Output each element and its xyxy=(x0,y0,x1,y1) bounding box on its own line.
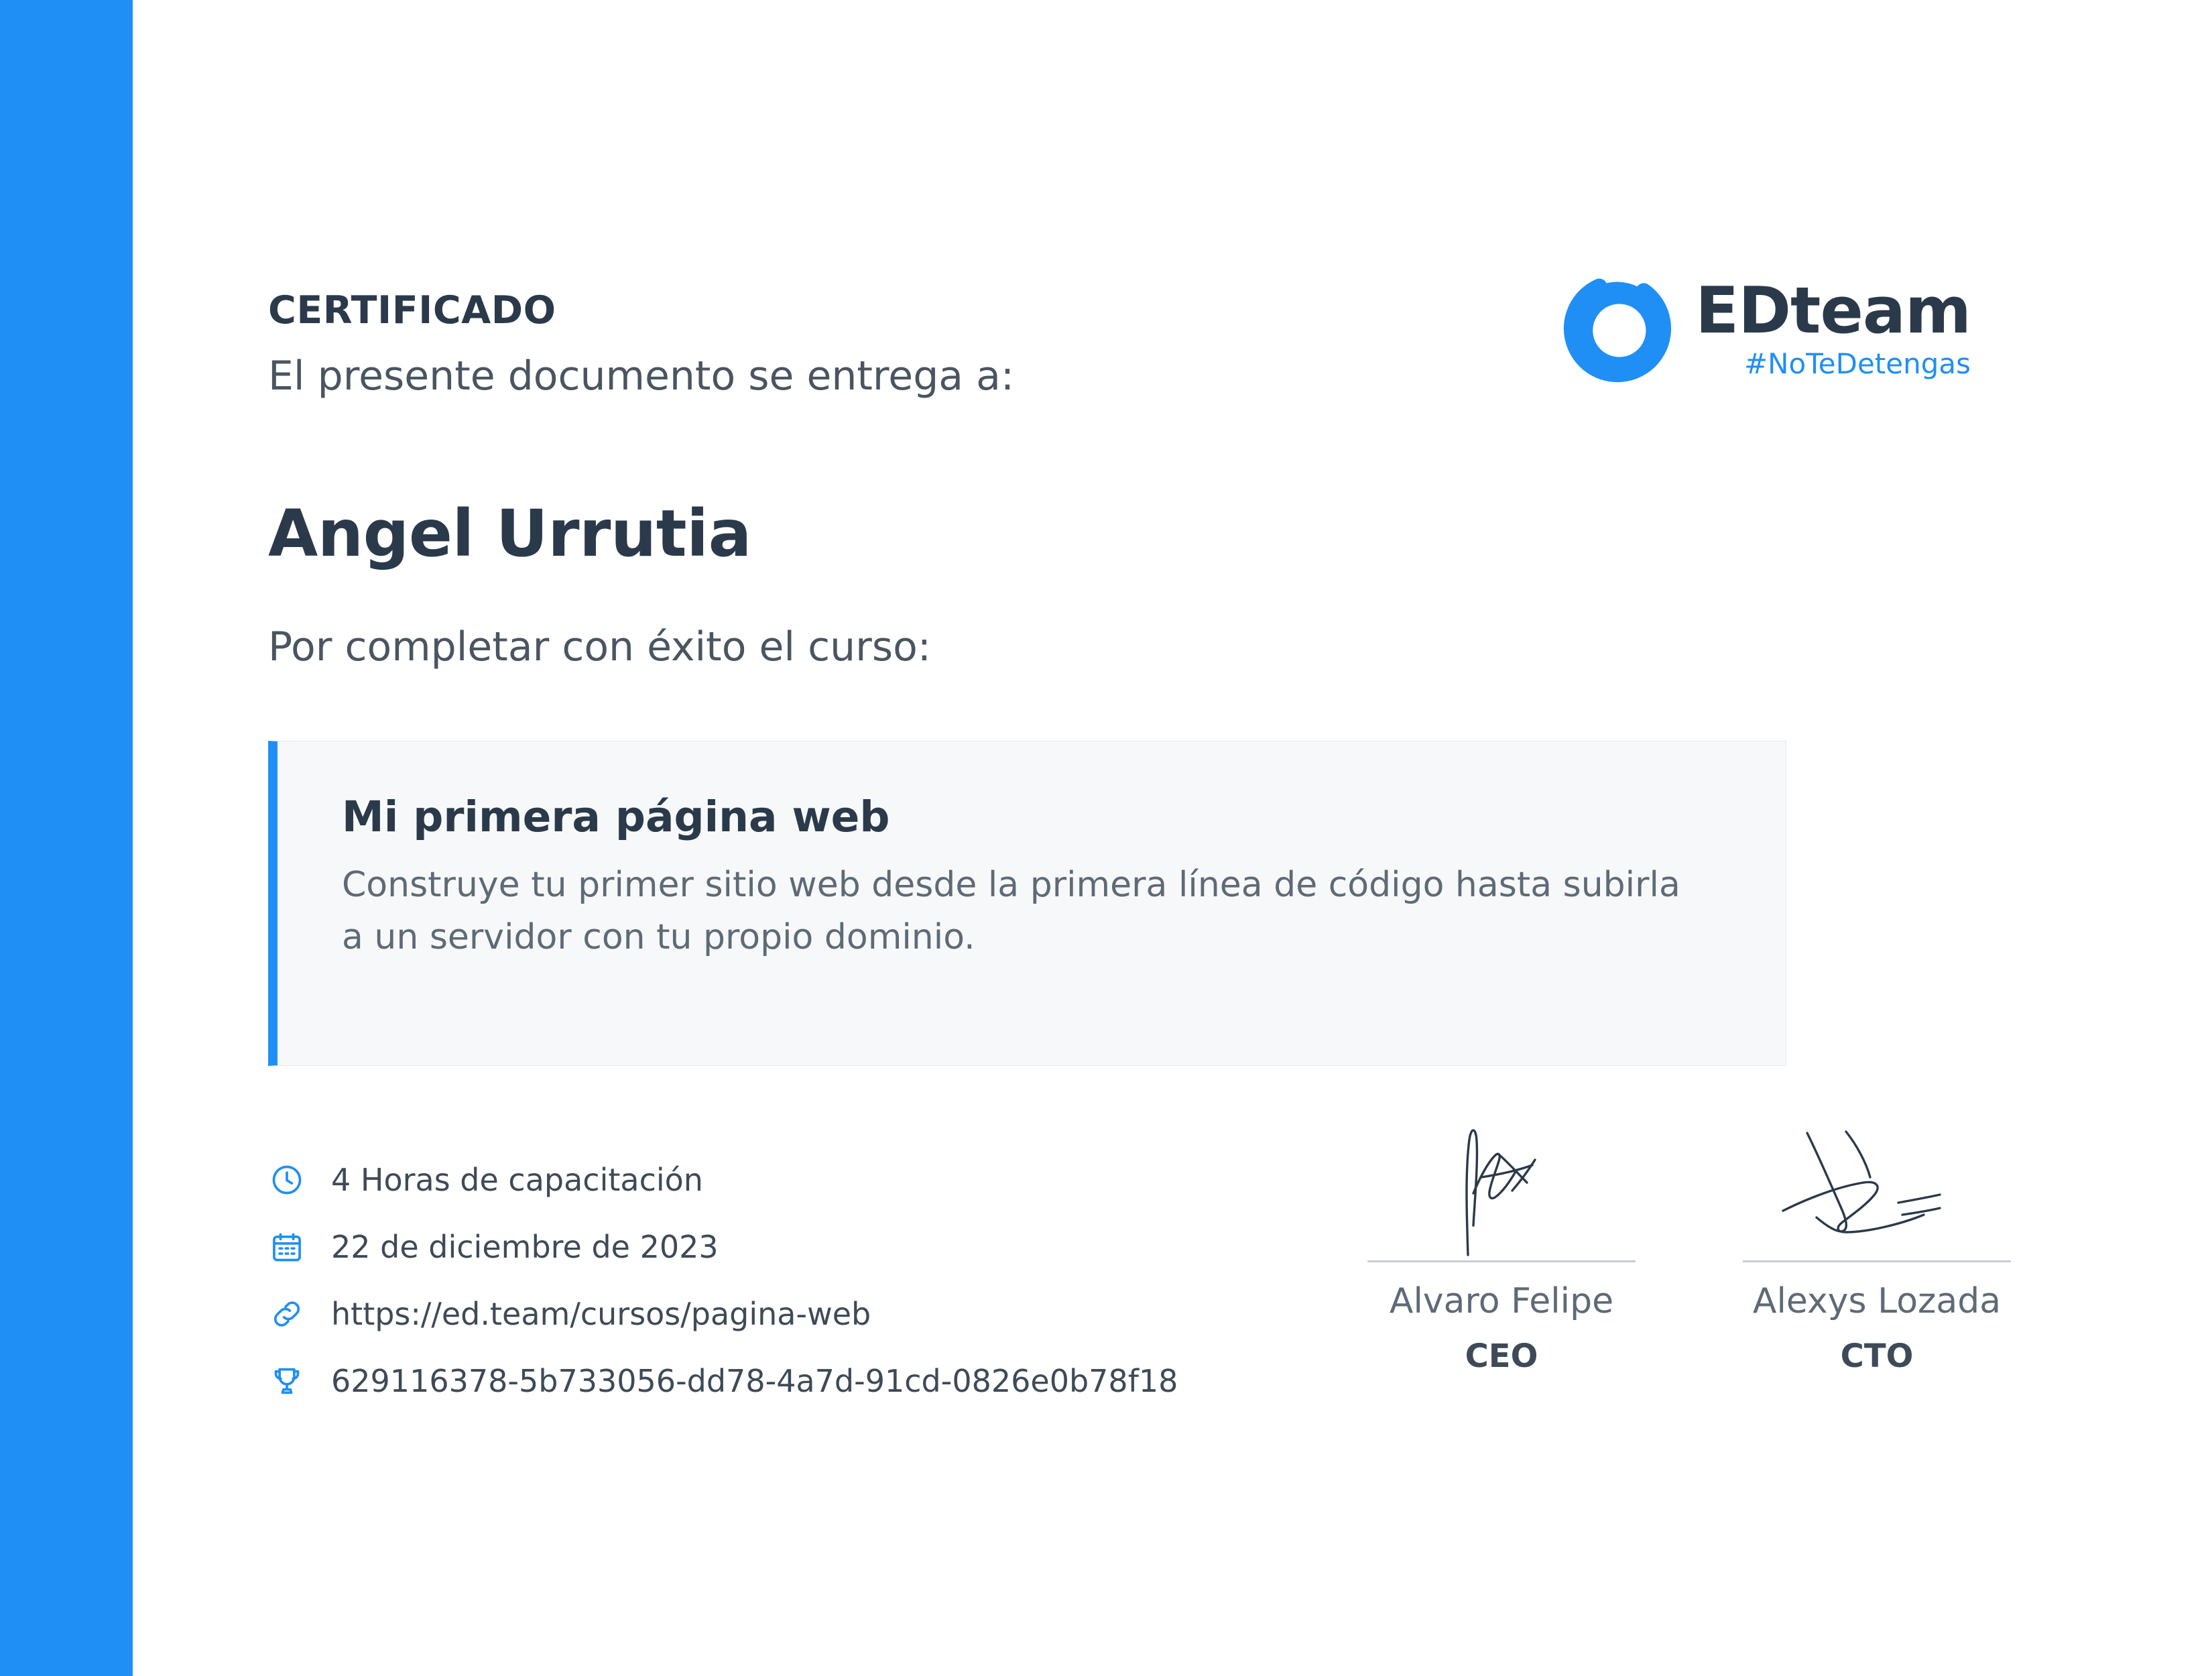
signature-line xyxy=(1743,1260,2011,1262)
edteam-tagline: #NoTeDetengas xyxy=(1743,347,1971,380)
signature-block-cto xyxy=(1743,1113,2011,1375)
signature-mark-cto xyxy=(1743,1113,2011,1260)
trophy-icon xyxy=(268,1362,306,1400)
signatory-name: Alvaro Felipe xyxy=(1389,1281,1614,1321)
edteam-wordmark xyxy=(1695,274,1971,380)
meta-hours: 4 Horas de capacitación xyxy=(331,1162,703,1198)
list-item xyxy=(268,1348,1542,1415)
certificate-meta-list xyxy=(268,1146,1542,1415)
course-card-inner xyxy=(278,741,1786,963)
list-item xyxy=(268,1213,1542,1280)
meta-certificate-id: 629116378-5b733056-dd78-4a7d-91cd-0826e0b78f18 xyxy=(331,1363,1178,1399)
meta-date: 22 de diciembre de 2023 xyxy=(331,1229,719,1265)
recipient-name: Angel Urrutia xyxy=(268,496,751,571)
signature-block-ceo xyxy=(1367,1113,1636,1375)
link-icon xyxy=(268,1295,306,1333)
signatory-name: Alexys Lozada xyxy=(1752,1281,2002,1321)
course-description: Construye tu primer sitio web desde la primera línea de código hasta subirla a un servidor con tu propio dominio. xyxy=(342,865,1680,957)
signatory-role: CEO xyxy=(1465,1337,1538,1375)
completion-line: Por completar con éxito el curso: xyxy=(268,623,932,670)
meta-course-url[interactable]: https://ed.team/cursos/pagina-web xyxy=(331,1296,871,1332)
edteam-circle-icon xyxy=(1557,268,1678,389)
clock-icon xyxy=(268,1161,306,1199)
course-title: Mi primera página web xyxy=(342,792,890,841)
signature-mark-ceo xyxy=(1367,1113,1636,1260)
calendar-icon xyxy=(268,1228,306,1266)
edteam-logo xyxy=(1557,268,1971,389)
certificate-subtitle: El presente documento se entrega a: xyxy=(268,353,1015,400)
list-item xyxy=(268,1280,1542,1348)
signatory-role: CTO xyxy=(1840,1337,1914,1375)
course-card xyxy=(268,741,1786,1066)
signatures-section xyxy=(1367,1113,2011,1375)
certificate-content xyxy=(268,0,2091,1676)
list-item xyxy=(268,1146,1542,1213)
edteam-logo-text: EDteam xyxy=(1695,274,1971,348)
left-accent-bar xyxy=(0,0,133,1676)
signature-line xyxy=(1367,1260,1636,1262)
certificate-label: CERTIFICADO xyxy=(268,288,556,333)
